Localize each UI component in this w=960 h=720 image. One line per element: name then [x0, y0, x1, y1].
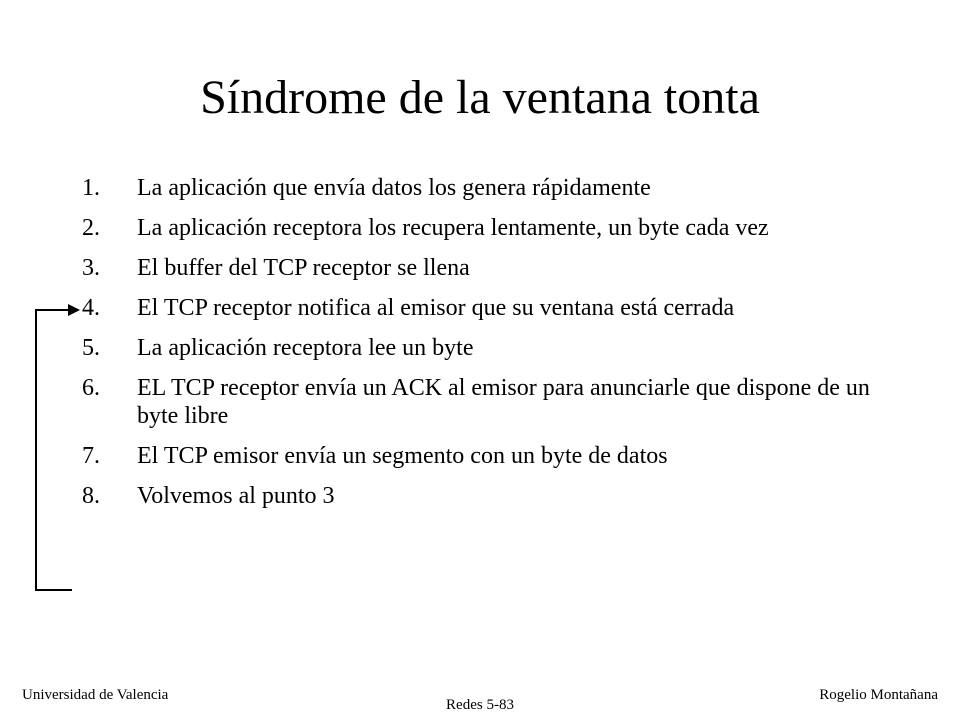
item-number: 5. — [82, 335, 100, 361]
item-text: EL TCP receptor envía un ACK al emisor para anunciarle que dispone de un byte libre — [137, 375, 870, 429]
footer-university: Universidad de Valencia — [22, 687, 169, 703]
item-number: 6. — [82, 375, 100, 401]
item-number: 3. — [82, 255, 100, 281]
item-number: 8. — [82, 483, 100, 509]
item-number: 4. — [82, 295, 100, 321]
loop-arrow-head — [68, 304, 80, 316]
item-text: Volvemos al punto 3 — [137, 483, 335, 509]
item-text: La aplicación receptora lee un byte — [137, 335, 474, 361]
item-text: La aplicación que envía datos los genera rápidamente — [137, 175, 651, 201]
item-number: 1. — [82, 175, 100, 201]
footer-author: Rogelio Montañana — [819, 687, 938, 703]
loop-arrow-line — [36, 310, 72, 590]
item-number: 7. — [82, 443, 100, 469]
item-text: La aplicación receptora los recupera lentamente, un byte cada vez — [137, 215, 769, 241]
footer-slide-number: Redes 5-83 — [446, 697, 514, 713]
item-text: El buffer del TCP receptor se llena — [137, 255, 470, 281]
item-number: 2. — [82, 215, 100, 241]
item-text: El TCP receptor notifica al emisor que su ventana está cerrada — [137, 295, 735, 321]
item-text: El TCP emisor envía un segmento con un byte de datos — [137, 443, 668, 469]
slide-title: Síndrome de la ventana tonta — [200, 71, 760, 124]
